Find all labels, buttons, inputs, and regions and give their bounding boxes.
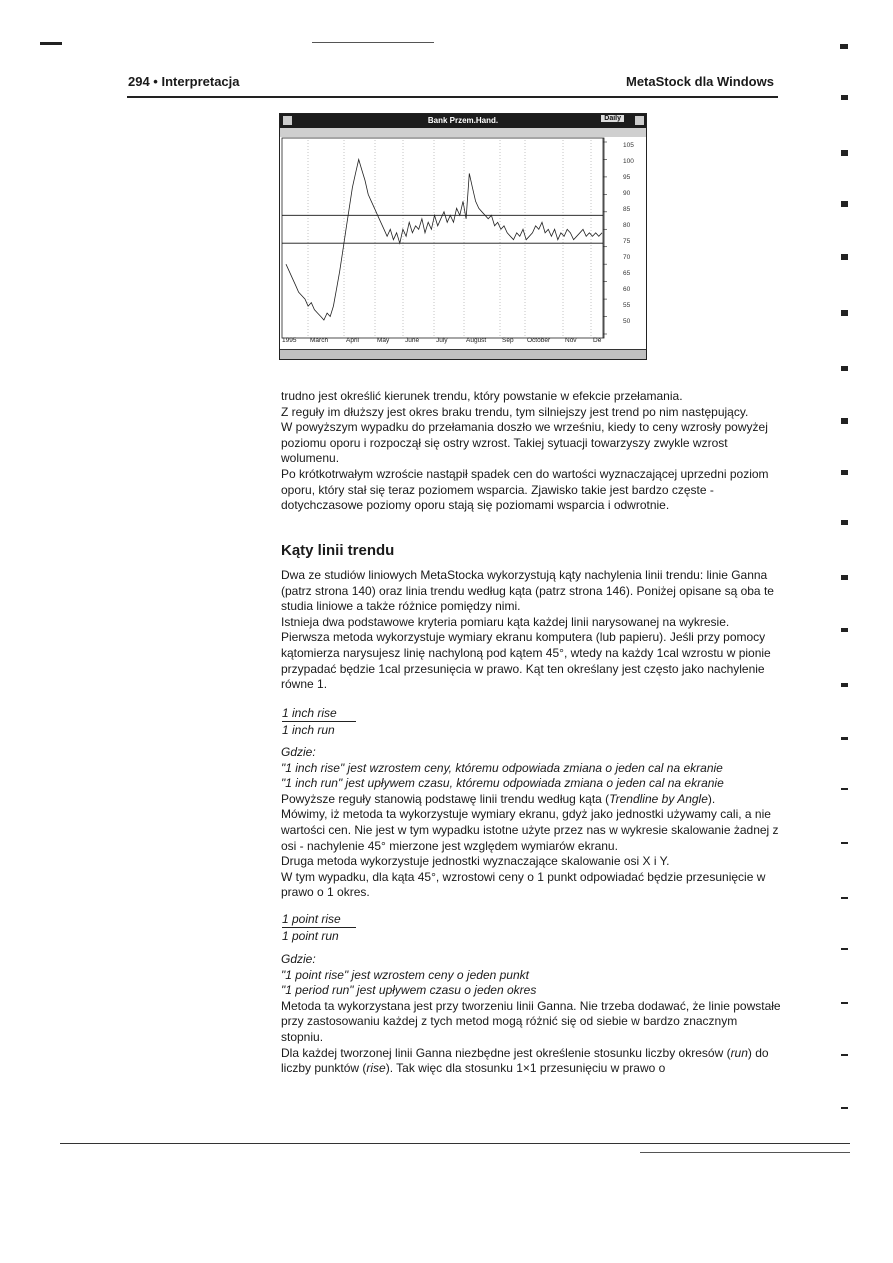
gdzie-label: Gdzie:	[281, 745, 316, 759]
text-run: rise	[366, 1061, 386, 1076]
bottom-rule-right	[640, 1152, 850, 1153]
running-header-left: 294 • Interpretacja	[128, 74, 240, 89]
x-label: October	[527, 337, 551, 344]
y-label: 80	[623, 222, 631, 229]
running-header-right: MetaStock dla Windows	[626, 74, 774, 89]
price-line	[286, 160, 602, 321]
scan-mark	[841, 737, 848, 740]
y-label: 60	[623, 286, 631, 293]
scan-mark	[841, 254, 848, 260]
y-label: 55	[623, 302, 631, 309]
y-label: 95	[623, 174, 631, 181]
paragraph: W powyższym wypadku do przełamania doszło we wrześniu, kiedy to ceny wzrosły powyżej poziomu oporu i rozpoczął się ostry wzrost. Takiej sytuacji towarzyszy zwykle wzrost wolumenu.	[281, 420, 768, 466]
scan-mark-top-left	[40, 42, 62, 45]
paragraph: Z reguły im dłuższy jest okres braku trendu, tym silniejszy jest trend po nim następujący.	[281, 404, 749, 419]
text-run: Trendline by Angle	[609, 791, 708, 806]
definition: "1 inch run" jest upływem czasu, któremu odpowiada zmiana o jeden cal na ekranie	[281, 776, 724, 791]
bottom-rule	[60, 1143, 850, 1144]
x-label: July	[436, 337, 448, 344]
period-dropdown[interactable]: Daily	[601, 115, 624, 122]
scan-mark	[841, 470, 848, 475]
fraction-denominator: 1 inch run	[282, 723, 335, 737]
scan-mark	[841, 575, 848, 580]
top-rule	[312, 42, 434, 43]
y-label: 65	[623, 270, 631, 277]
scan-mark	[841, 201, 848, 207]
fraction-inch	[282, 706, 356, 737]
scan-mark	[841, 1002, 848, 1004]
y-label: 100	[623, 158, 634, 165]
definition: "1 inch rise" jest wzrostem ceny, któremu odpowiada zmiana o jeden cal na ekranie	[281, 760, 723, 775]
gdzie-label: Gdzie:	[281, 952, 316, 966]
text-run: ) do liczby punktów (	[281, 1045, 769, 1076]
paragraph: Istnieja dwa podstawowe kryteria pomiaru kąta każdej linii narysowanej na wykresie. Pierwsza metoda wykorzystuje wymiary ekranu komputera (lub papieru). Jeśli przy pomocy kątomierza narysujesz linię nachyloną pod kątem 45°, wtedy na każdy 1cal wzrostu w pionie przypadać będzie 1cal przesunięcia w prawo. Kąt ten określany jest często jako nachylenie równe 1.	[281, 614, 771, 692]
text-run: run	[730, 1045, 748, 1060]
x-label: Nov	[565, 337, 577, 344]
price-chart	[280, 114, 646, 359]
x-label: May	[377, 337, 390, 344]
fraction-numerator: 1 inch rise	[282, 706, 356, 722]
x-label: De	[593, 337, 602, 344]
fraction-point	[282, 912, 356, 943]
y-label: 50	[623, 318, 631, 325]
text-block-2	[281, 568, 781, 693]
scan-mark	[841, 788, 848, 790]
scan-mark	[841, 683, 848, 687]
paragraph	[281, 1046, 781, 1077]
y-label: 90	[623, 190, 631, 197]
x-label: August	[466, 337, 487, 344]
paragraph: Druga metoda wykorzystuje jednostki wyznaczające skalowanie osi X i Y.	[281, 854, 670, 869]
scan-mark	[841, 1107, 848, 1109]
definition: "1 period run" jest upływem czasu o jeden okres	[281, 983, 537, 998]
y-label: 75	[623, 238, 631, 245]
scan-mark	[841, 418, 848, 424]
horizontal-scrollbar[interactable]	[280, 349, 646, 359]
text-block-1	[281, 389, 781, 514]
text-run: Dla każdej tworzonej linii Ganna niezbędne jest określenie stosunku liczby okresów (	[281, 1045, 731, 1060]
header-rule	[127, 96, 778, 98]
definition: "1 point rise" jest wzrostem ceny o jeden punkt	[281, 967, 529, 982]
paragraph: Mówimy, iż metoda ta wykorzystuje wymiary ekranu, gdyż jako jednostki używamy cali, a nie wartości cen. Nie jest w tym wypadku istotne użyte przez nas w wykresie skalowanie żadnej z osi - nachylenie 45° mierzone jest względem wymiarów ekranu.	[281, 807, 779, 853]
paragraph: trudno jest określić kierunek trendu, który powstanie w efekcie przełamania.	[281, 389, 683, 403]
paragraph	[281, 792, 781, 808]
text-block-4	[281, 952, 781, 1077]
paragraph: W tym wypadku, dla kąta 45°, wzrostowi ceny o 1 punkt odpowiadać będzie przesunięcie w prawo o 1 okres.	[281, 869, 766, 900]
x-label: June	[405, 337, 420, 344]
y-label: 70	[623, 254, 631, 261]
chart-title: Bank Przem.Hand.	[427, 116, 499, 125]
text-block-3	[281, 745, 781, 901]
scan-mark	[841, 628, 848, 632]
scan-mark	[841, 310, 848, 316]
scan-mark	[841, 948, 848, 950]
scan-mark	[841, 366, 848, 371]
scan-mark	[841, 897, 848, 899]
section-heading: Kąty linii trendu	[281, 542, 395, 559]
scan-mark	[841, 520, 848, 525]
text-run: Powyższe reguły stanowią podstawę linii trendu według kąta (	[281, 791, 610, 806]
x-label: April	[346, 337, 360, 344]
text-run: ). Tak więc dla stosunku 1×1 przesunięciu w prawo o	[385, 1061, 666, 1076]
plot-frame	[282, 138, 604, 338]
chart-window	[279, 113, 647, 360]
scan-mark	[841, 842, 848, 844]
paragraph: Po krótkotrwałym wzroście nastąpił spadek cen do wartości wyznaczającej uprzedni poziom oporu, który stał się teraz poziomem wsparcia. Zjawisko takie jest bardzo częste - dotychczasowe poziomy oporu stają się poziomami wsparcia i odwrotnie.	[281, 466, 769, 513]
scan-mark	[841, 1054, 848, 1056]
y-label: 85	[623, 206, 631, 213]
paragraph: Dwa ze studiów liniowych MetaStocka wykorzystują kąty nachylenia linii trendu: linie Ganna (patrz strona 140) oraz linia trendu według kąta (patrz strona 146). Poniżej opisane są oba te studia liniowe a także różnice pomiędzy nimi.	[281, 568, 774, 614]
text-run: ).	[707, 791, 716, 806]
x-label: 1995	[282, 337, 297, 344]
y-label: 105	[623, 142, 634, 149]
scan-mark	[841, 95, 848, 100]
x-label: Sep	[502, 337, 514, 344]
paragraph: Metoda ta wykorzystana jest przy tworzeniu linii Ganna. Nie trzeba dodawać, że linie powstałe przy zastosowaniu każdej z tych metod mogą różnić się od siebie w bardzo znacznym stopniu.	[281, 998, 781, 1044]
scan-mark	[840, 44, 848, 49]
scan-mark	[841, 150, 848, 156]
fraction-denominator: 1 point run	[282, 929, 339, 943]
fraction-numerator: 1 point rise	[282, 912, 356, 928]
x-label: March	[310, 337, 329, 344]
